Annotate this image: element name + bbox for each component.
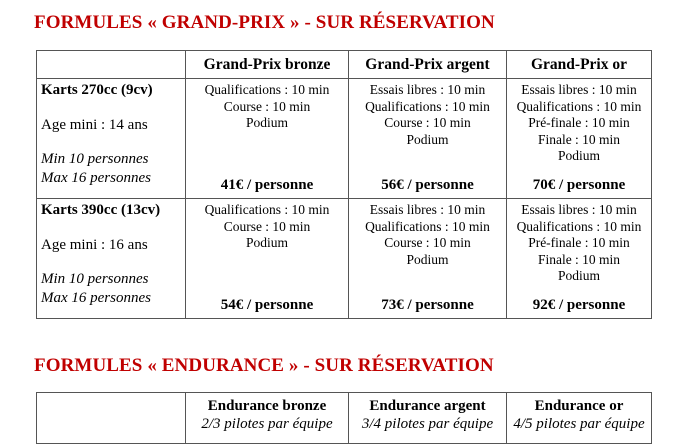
- min-age: Age mini : 16 ans: [41, 237, 148, 253]
- formula-name: Endurance bronze: [207, 398, 327, 414]
- header-empty-cell: [37, 393, 186, 444]
- option-line: Qualifications : 10 min: [365, 218, 490, 234]
- option-details: [507, 79, 651, 165]
- option-cell: [507, 199, 652, 319]
- option-line: Essais libres : 10 min: [521, 202, 637, 217]
- price-per-person: 54€ / personne: [220, 297, 314, 313]
- min-max-persons: [41, 270, 185, 308]
- min-age: Age mini : 14 ans: [41, 117, 148, 133]
- option-line: Qualifications : 10 min: [516, 218, 642, 234]
- min-persons: Min 10 personnes: [41, 271, 149, 287]
- option-line: Finale : 10 min: [537, 131, 621, 147]
- table-row: [37, 79, 652, 199]
- kart-name: Karts 270cc (9cv): [41, 82, 153, 98]
- option-cell: [349, 199, 507, 319]
- option-line: Course : 10 min: [223, 218, 311, 234]
- header-endurance-argent: [349, 393, 507, 444]
- option-line: Finale : 10 min: [537, 251, 621, 267]
- option-cell: [186, 199, 349, 319]
- option-line: Podium: [406, 131, 449, 147]
- kart-name: Karts 390cc (13cv): [41, 202, 161, 218]
- max-persons: Max 16 personnes: [41, 170, 151, 186]
- option-line: Qualifications : 10 min: [516, 98, 642, 114]
- option-line: Podium: [557, 148, 600, 163]
- option-line: Pré-finale : 10 min: [528, 115, 630, 130]
- header-empty-cell: [37, 51, 186, 79]
- option-cell: [349, 79, 507, 199]
- option-cell: [507, 79, 652, 199]
- header-grand-prix-or: Grand-Prix or: [507, 51, 652, 79]
- price-per-person: 41€ / personne: [220, 177, 314, 193]
- header-grand-prix-bronze: Grand-Prix bronze: [186, 51, 349, 79]
- option-line: Podium: [245, 115, 288, 130]
- option-details: [507, 199, 651, 285]
- option-line: Course : 10 min: [384, 235, 471, 250]
- option-line: Podium: [557, 268, 600, 283]
- option-cell: [186, 79, 349, 199]
- option-line: Qualifications : 10 min: [204, 202, 330, 217]
- header-grand-prix-argent: Grand-Prix argent: [349, 51, 507, 79]
- team-size: 3/4 pilotes par équipe: [361, 416, 494, 432]
- option-line: Podium: [406, 251, 449, 267]
- option-line: Essais libres : 10 min: [521, 82, 637, 97]
- price-per-person: 92€ / personne: [532, 297, 626, 313]
- table-header-row: [37, 51, 652, 79]
- price-per-person: 56€ / personne: [381, 177, 474, 193]
- team-size: 4/5 pilotes par équipe: [513, 416, 645, 432]
- option-details: [186, 199, 348, 252]
- price-per-person: 73€ / personne: [381, 297, 474, 313]
- header-endurance-or: [507, 393, 652, 444]
- option-line: Podium: [245, 235, 288, 250]
- min-max-persons: [41, 150, 185, 188]
- team-size: 2/3 pilotes par équipe: [201, 416, 333, 432]
- option-line: Course : 10 min: [384, 115, 471, 130]
- option-details: [349, 79, 506, 148]
- option-line: Essais libres : 10 min: [369, 202, 486, 217]
- option-line: Qualifications : 10 min: [204, 82, 330, 97]
- grand-prix-table: [36, 50, 652, 319]
- option-line: Course : 10 min: [223, 98, 311, 114]
- kart-info-cell: [37, 199, 186, 319]
- price-per-person: 70€ / personne: [532, 177, 626, 193]
- kart-info-cell: [37, 79, 186, 199]
- min-persons: Min 10 personnes: [41, 151, 149, 167]
- section-title-grand-prix: FORMULES « GRAND-PRIX » - SUR RÉSERVATION: [34, 12, 495, 33]
- endurance-table: [36, 392, 652, 444]
- header-endurance-bronze: [186, 393, 349, 444]
- max-persons: Max 16 personnes: [41, 290, 151, 306]
- formula-name: Endurance or: [534, 398, 624, 414]
- table-row: [37, 199, 652, 319]
- formula-name: Endurance argent: [369, 398, 486, 414]
- option-details: [186, 79, 348, 132]
- option-line: Essais libres : 10 min: [369, 82, 486, 97]
- section-title-endurance: FORMULES « ENDURANCE » - SUR RÉSERVATION: [34, 355, 494, 376]
- table-header-row: [37, 393, 652, 444]
- option-details: [349, 199, 506, 268]
- option-line: Pré-finale : 10 min: [528, 235, 630, 250]
- option-line: Qualifications : 10 min: [365, 98, 490, 114]
